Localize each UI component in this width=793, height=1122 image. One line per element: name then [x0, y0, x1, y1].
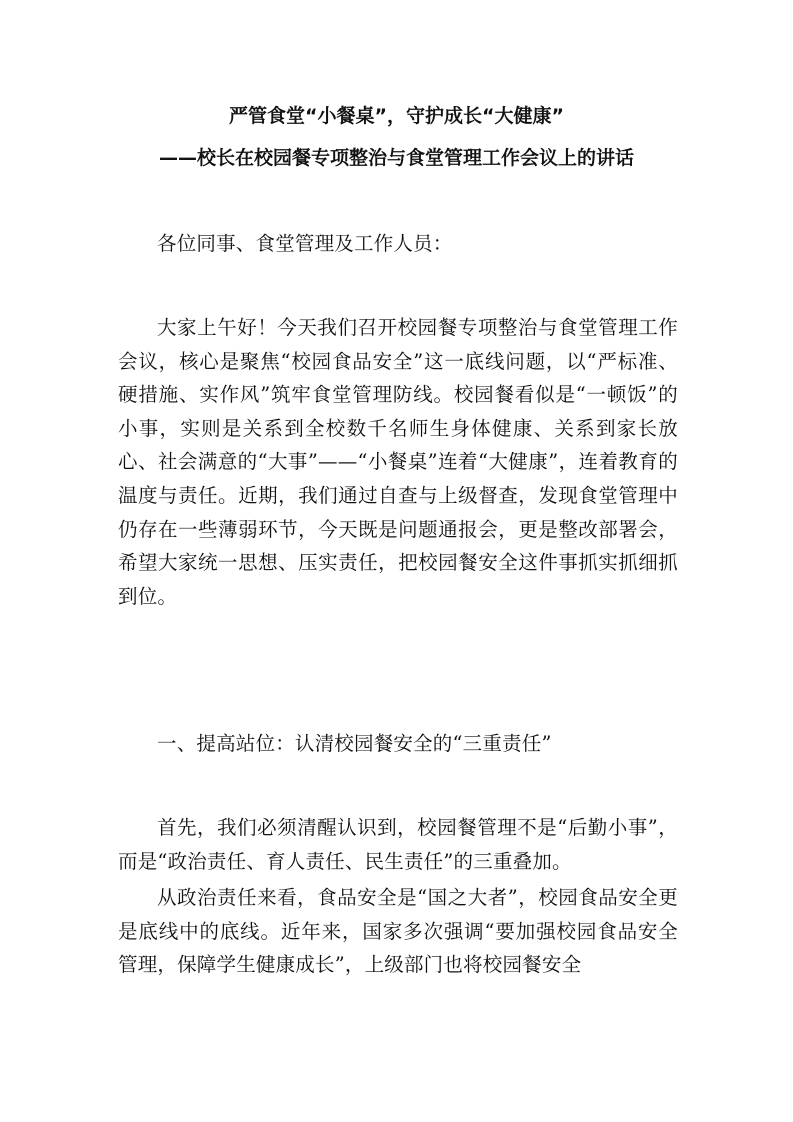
- document-title: 严管食堂“小餐桌”，守护成长“大健康”: [229, 105, 564, 127]
- intro-paragraph: 大家上午好！今天我们召开校园餐专项整治与食堂管理工作会议，核心是聚焦“校园食品安全”这一底线问题，以“严标准、硬措施、实作风”筑牢食堂管理防线。校园餐看似是“一顿饭”的小事，实则是关系到全校数千名师生身体健康、关系到家长放心、社会满意的“大事”——“小餐桌”连着“大健康”，连着教育的温度与责任。近期，我们通过自查与上级督查，发现食堂管理中仍存在一些薄弱环节，今天既是问题通报会，更是整改部署会，希望大家统一思想、压实责任，把校园餐安全这件事抓实抓细抓到位。: [118, 316, 678, 608]
- section1-paragraph-1: 首先，我们必须清醒认识到，校园餐管理不是“后勤小事”，而是“政治责任、育人责任、民生责任”的三重叠加。: [118, 816, 678, 873]
- salutation: 各位同事、食堂管理及工作人员：: [157, 232, 453, 255]
- document-subtitle: ——校长在校园餐专项整治与食堂管理工作会议上的讲话: [158, 147, 634, 169]
- section1-paragraph-2: 从政治责任来看，食品安全是“国之大者”，校园食品安全更是底线中的底线。近年来，国家多次强调“要加强校园食品安全管理，保障学生健康成长”，上级部门也将校园餐安全: [118, 886, 678, 977]
- section-heading-1: 一、提高站位：认清校园餐安全的“三重责任”: [157, 732, 552, 755]
